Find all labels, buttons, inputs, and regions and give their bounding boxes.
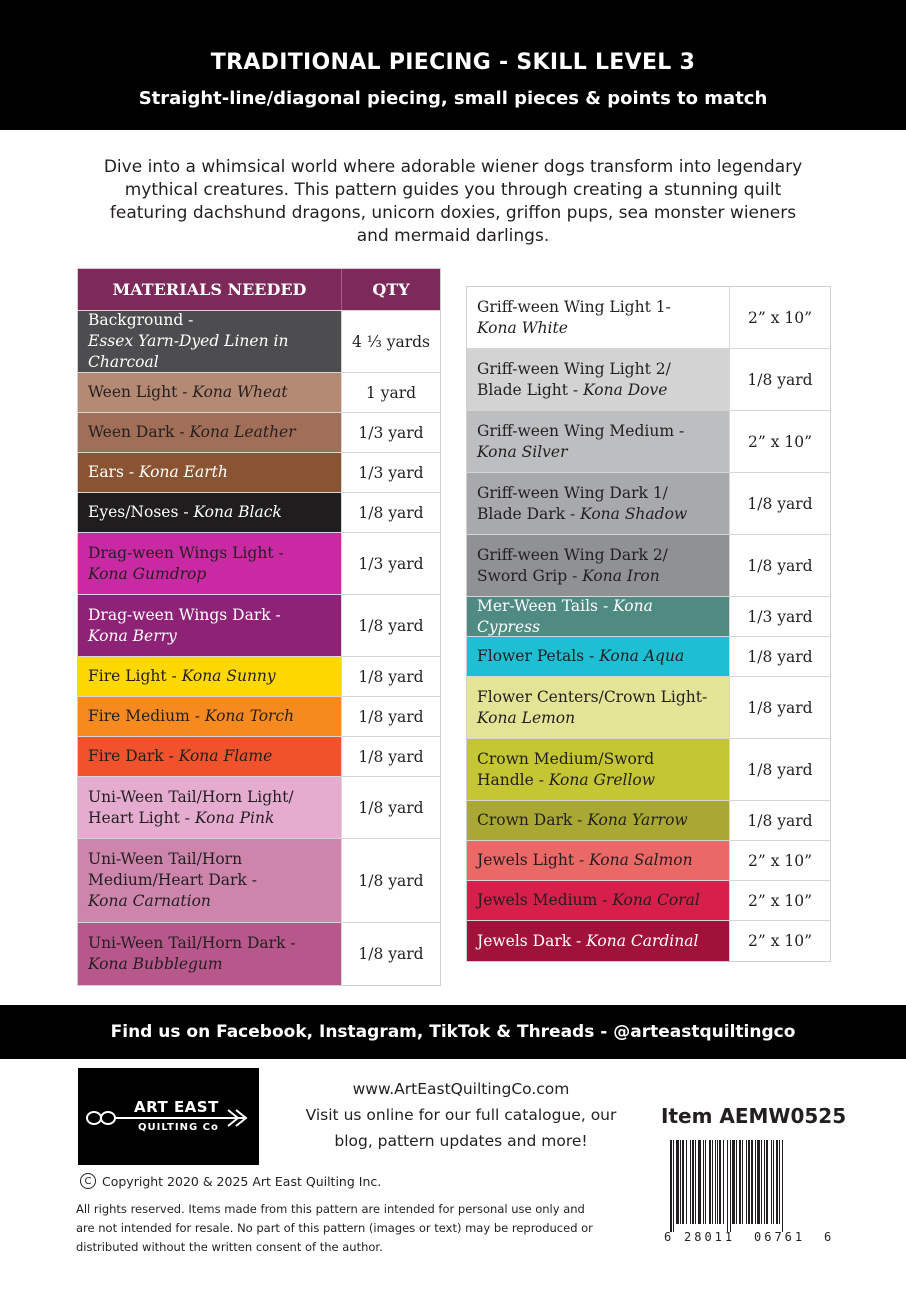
rights-line-3: distributed without the written consent of the author.	[76, 1240, 383, 1254]
barcode-bar	[712, 1140, 713, 1224]
material-name-line: Kona White	[477, 318, 568, 337]
material-row	[467, 535, 830, 597]
material-name-line: Griff-ween Wing Dark 1/	[477, 483, 668, 502]
website-line2: blog, pattern updates and more!	[334, 1132, 588, 1150]
material-name-line: Medium/Heart Dark -	[88, 871, 257, 889]
material-qty: 1/8 yard	[341, 657, 440, 696]
material-name-line: Kona Silver	[477, 442, 568, 461]
material-name	[467, 473, 729, 534]
material-row	[467, 739, 830, 801]
barcode-digits	[664, 1230, 834, 1246]
material-row	[78, 697, 440, 737]
barcode-bar	[776, 1140, 778, 1224]
barcode-bar	[755, 1140, 756, 1224]
material-qty: 1/3 yard	[341, 413, 440, 452]
material-row	[78, 595, 440, 657]
material-name-line: Griff-ween Wing Medium -	[477, 421, 685, 440]
barcode-bar	[698, 1140, 701, 1224]
material-row	[467, 921, 830, 961]
material-name-line: Uni-Ween Tail/Horn	[88, 850, 243, 868]
barcode-bar	[727, 1140, 728, 1232]
material-qty: 1/8 yard	[729, 535, 830, 596]
barcode-digit-last: 6	[824, 1230, 832, 1244]
material-name-line: Sword Grip - Kona Iron	[477, 566, 660, 585]
material-qty: 2” x 10”	[729, 921, 830, 961]
material-name-line: Griff-ween Wing Light 1-	[477, 297, 671, 316]
barcode-bar	[717, 1140, 718, 1224]
rights-notice	[76, 1200, 616, 1257]
material-name	[467, 597, 729, 636]
material-row	[467, 881, 830, 921]
barcode-digits-right: 06761	[754, 1230, 806, 1244]
barcode-bar	[680, 1140, 681, 1224]
barcode-bar	[719, 1140, 721, 1224]
material-qty: 2” x 10”	[729, 881, 830, 920]
material-name	[467, 411, 729, 472]
material-qty: 4 ⅓ yards	[341, 311, 440, 372]
material-qty: 1/8 yard	[729, 637, 830, 676]
material-name-line: Fire Medium - Kona Torch	[88, 707, 295, 725]
material-qty: 1/8 yard	[341, 839, 440, 922]
copyright-line	[80, 1173, 381, 1189]
material-row	[467, 287, 830, 349]
materials-table-right	[466, 286, 831, 962]
barcode-bar	[771, 1140, 772, 1224]
material-row	[78, 839, 440, 923]
website-info	[296, 1076, 626, 1154]
material-name	[78, 595, 341, 656]
rights-line-2: are not intended for resale. No part of this pattern (images or text) may be reproduced or	[76, 1221, 593, 1235]
material-name-line: Mer-Ween Tails - Kona Cypress	[477, 597, 653, 636]
item-number: Item AEMW0525	[661, 1104, 847, 1128]
material-name-line: Jewels Medium - Kona Coral	[477, 891, 700, 909]
logo-line2: QUILTING Co	[138, 1122, 219, 1133]
barcode-bar	[695, 1140, 696, 1224]
material-qty: 1/8 yard	[341, 923, 440, 985]
material-name-line: Uni-Ween Tail/Horn Dark -	[88, 934, 296, 952]
barcode-bar	[703, 1140, 704, 1224]
material-name-line: Ween Dark - Kona Leather	[88, 423, 296, 441]
material-row	[467, 801, 830, 841]
material-qty: 1/8 yard	[729, 473, 830, 534]
material-name	[78, 697, 341, 736]
material-qty: 1/8 yard	[729, 349, 830, 410]
material-name-line: Kona Lemon	[477, 708, 576, 727]
materials-header	[78, 269, 440, 311]
barcode-bar	[670, 1140, 672, 1232]
material-row	[78, 533, 440, 595]
material-row	[78, 657, 440, 697]
barcode-bar	[742, 1140, 743, 1224]
material-qty: 2” x 10”	[729, 411, 830, 472]
material-name	[467, 349, 729, 410]
material-row	[78, 493, 440, 533]
barcode-bar	[709, 1140, 711, 1224]
materials-header-name: MATERIALS NEEDED	[112, 280, 307, 299]
material-qty: 1/8 yard	[341, 493, 440, 532]
barcode-bar	[705, 1140, 706, 1224]
barcode-bar	[766, 1140, 768, 1224]
material-name-line: Flower Petals - Kona Aqua	[477, 647, 685, 665]
material-qty: 1/8 yard	[729, 801, 830, 840]
barcode-bar	[751, 1140, 753, 1224]
material-name-line: Handle - Kona Grellow	[477, 770, 656, 789]
barcode-bar	[736, 1140, 737, 1224]
material-row	[78, 373, 440, 413]
material-row	[467, 597, 830, 637]
material-row	[467, 677, 830, 739]
social-banner: Find us on Facebook, Instagram, TikTok & Threads - @arteastquiltingco	[0, 1005, 906, 1059]
material-name	[467, 921, 729, 961]
materials-table-left	[77, 268, 441, 986]
material-row	[467, 411, 830, 473]
material-name	[78, 453, 341, 492]
material-name-line: Ears - Kona Earth	[88, 463, 228, 481]
material-name-line: Essex Yarn-Dyed Linen in Charcoal	[88, 332, 289, 371]
material-qty: 1/8 yard	[341, 777, 440, 838]
material-row	[467, 637, 830, 677]
material-name-line: Ween Light - Kona Wheat	[88, 383, 288, 401]
material-name	[467, 637, 729, 676]
material-name	[78, 777, 341, 838]
material-name-line: Blade Dark - Kona Shadow	[477, 504, 688, 523]
material-name	[467, 801, 729, 840]
material-name-line: Background -	[88, 311, 194, 329]
material-qty: 2” x 10”	[729, 287, 830, 348]
material-name	[78, 737, 341, 776]
barcode-bar	[723, 1140, 724, 1224]
material-row	[467, 473, 830, 535]
material-row	[78, 737, 440, 777]
material-name-line: Heart Light - Kona Pink	[88, 808, 275, 827]
material-name-line: Jewels Light - Kona Salmon	[477, 851, 693, 869]
material-qty: 1/3 yard	[341, 533, 440, 594]
barcode-bar	[732, 1140, 735, 1224]
skill-level-subtitle: Straight-line/diagonal piecing, small pieces & points to match	[138, 88, 768, 109]
material-name-line: Drag-ween Wings Dark -	[88, 605, 281, 624]
barcode-bar	[757, 1140, 760, 1224]
logo-line1: ART EAST	[134, 1098, 219, 1116]
material-name	[78, 657, 341, 696]
pattern-description: Dive into a whimsical world where adorable wiener dogs transform into legendary mythical creatures. This pattern guides you through creating a stunning quilt featuring dachshund dragons, unicorn doxies, griffon pups, sea monster wieners and mermaid darlings.	[103, 157, 803, 246]
material-row	[78, 453, 440, 493]
material-name	[467, 881, 729, 920]
material-name-line: Flower Centers/Crown Light-	[477, 687, 708, 706]
material-name	[467, 287, 729, 348]
barcode-digit-first: 6	[664, 1230, 672, 1244]
material-name	[467, 841, 729, 880]
material-name-line: Fire Dark - Kona Flame	[88, 747, 273, 765]
materials-header-qty: QTY	[341, 269, 440, 310]
material-qty: 1/3 yard	[729, 597, 830, 636]
barcode-bar	[748, 1140, 750, 1224]
art-east-logo	[78, 1068, 259, 1165]
material-name	[78, 493, 341, 532]
barcode-bar	[676, 1140, 679, 1224]
barcode	[664, 1140, 834, 1232]
barcode-bar	[715, 1140, 716, 1224]
material-name-line: Griff-ween Wing Dark 2/	[477, 545, 668, 564]
material-name-line: Uni-Ween Tail/Horn Light/	[88, 787, 294, 806]
copyright-text: Copyright 2020 & 2025 Art East Quilting Inc.	[102, 1173, 382, 1189]
material-name	[467, 677, 729, 738]
barcode-bar	[764, 1140, 765, 1224]
barcode-bar	[730, 1140, 731, 1232]
material-qty: 1/8 yard	[729, 677, 830, 738]
material-row	[467, 349, 830, 411]
material-name-line: Crown Medium/Sword	[477, 749, 655, 768]
material-name-line: Griff-ween Wing Light 2/	[477, 359, 671, 378]
material-qty: 1/8 yard	[729, 739, 830, 800]
material-name-line: Fire Light - Kona Sunny	[88, 667, 276, 685]
website-line1: Visit us online for our full catalogue, our	[305, 1106, 617, 1124]
top-banner	[0, 0, 906, 130]
material-row	[78, 923, 440, 985]
material-name-line: Kona Berry	[88, 626, 177, 645]
material-qty: 1/3 yard	[341, 453, 440, 492]
barcode-bar	[746, 1140, 747, 1224]
barcode-bar	[773, 1140, 774, 1224]
rights-line-1: All rights reserved. Items made from this pattern are intended for personal use only and	[76, 1202, 585, 1216]
copyright-icon: C	[80, 1173, 96, 1189]
material-name	[467, 739, 729, 800]
material-name	[78, 373, 341, 412]
material-name-line: Kona Gumdrop	[88, 564, 207, 583]
material-name-line: Eyes/Noses - Kona Black	[88, 503, 282, 521]
material-name	[78, 533, 341, 594]
barcode-bar	[690, 1140, 691, 1224]
infinity-arrow-icon	[78, 1068, 259, 1165]
barcode-bar	[779, 1140, 780, 1224]
material-name-line: Kona Carnation	[88, 892, 211, 910]
material-name	[78, 413, 341, 452]
material-name-line: Blade Light - Kona Dove	[477, 380, 668, 399]
skill-level-title: TRADITIONAL PIECING - SKILL LEVEL 3	[210, 50, 696, 75]
website-url[interactable]: www.ArtEastQuiltingCo.com	[352, 1080, 570, 1098]
material-row	[467, 841, 830, 881]
barcode-bar	[673, 1140, 674, 1232]
material-row	[78, 777, 440, 839]
material-name-line: Jewels Dark - Kona Cardinal	[477, 931, 699, 950]
material-qty: 1/8 yard	[341, 737, 440, 776]
material-name-line: Drag-ween Wings Light -	[88, 543, 284, 562]
barcode-bar	[692, 1140, 694, 1224]
material-qty: 1/8 yard	[341, 697, 440, 736]
material-name-line: Kona Bubblegum	[88, 955, 223, 973]
material-row	[78, 311, 440, 373]
barcode-bar	[782, 1140, 783, 1232]
material-qty: 1/8 yard	[341, 595, 440, 656]
material-row	[78, 413, 440, 453]
barcode-bar	[761, 1140, 762, 1224]
barcode-bar	[682, 1140, 684, 1224]
barcode-bar	[686, 1140, 687, 1224]
material-name-line: Crown Dark - Kona Yarrow	[477, 811, 688, 829]
material-name	[467, 535, 729, 596]
material-name	[78, 839, 341, 922]
material-name	[78, 311, 341, 372]
material-name	[78, 923, 341, 985]
barcode-digits-left: 28011	[684, 1230, 736, 1244]
material-qty: 1 yard	[341, 373, 440, 412]
barcode-bar	[739, 1140, 741, 1224]
material-qty: 2” x 10”	[729, 841, 830, 880]
